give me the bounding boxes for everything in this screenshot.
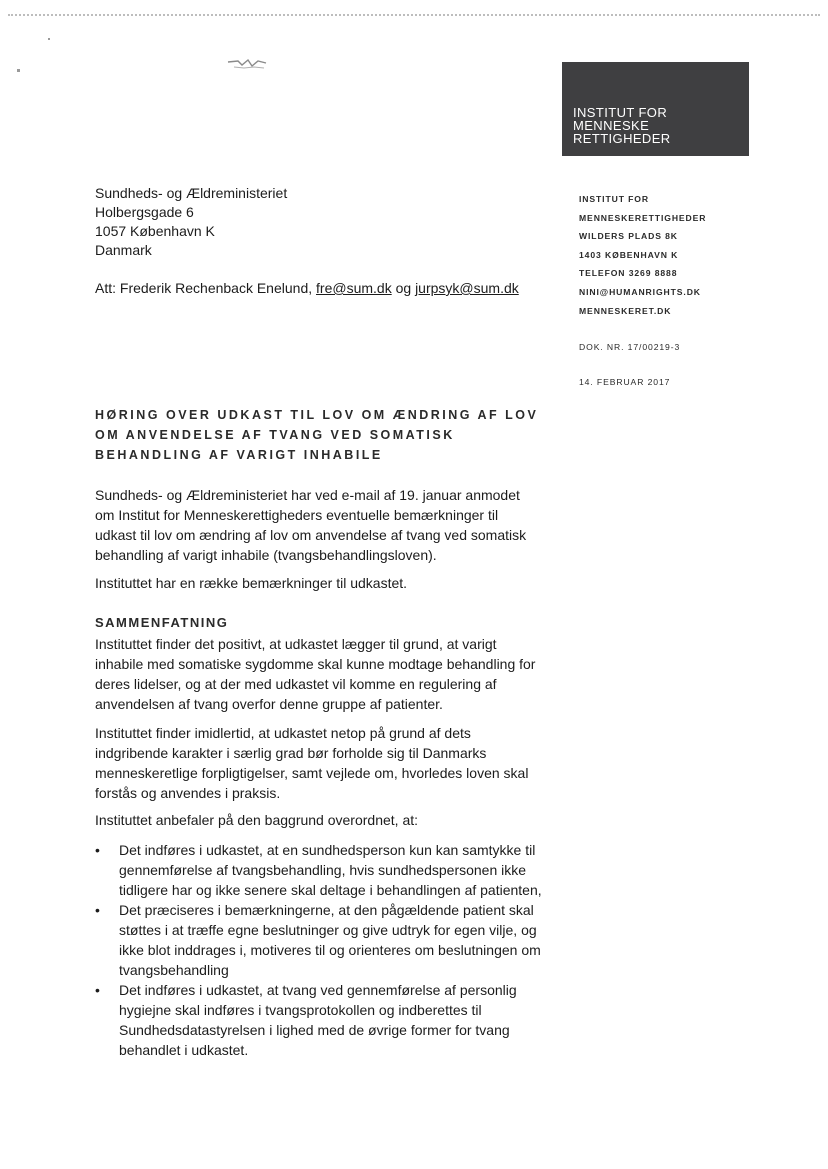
sender-address xyxy=(579,190,706,320)
summary-line: forstås og anvendes i praksis. xyxy=(95,785,281,801)
sender-line: MENNESKERETTIGHEDER xyxy=(579,212,707,223)
logo-line: MENNESKE xyxy=(573,118,650,133)
summary-paragraph-3 xyxy=(95,810,565,830)
bullet-icon: • xyxy=(95,842,100,858)
recipient-line: 1057 København K xyxy=(95,223,215,239)
sender-line: NINI@HUMANRIGHTS.DK xyxy=(579,286,701,297)
letter-date: 14. FEBRUAR 2017 xyxy=(579,377,671,387)
summary-paragraph-2 xyxy=(95,723,565,803)
recommendation-list xyxy=(95,840,565,1060)
recipient-line: Sundheds- og Ældreministeriet xyxy=(95,185,288,201)
attention-line xyxy=(95,280,519,296)
email-link-jurpsyk[interactable]: jurpsyk@sum.dk xyxy=(415,280,519,296)
scan-top-edge xyxy=(8,14,820,16)
intro-paragraph xyxy=(95,485,565,565)
email-link-fre[interactable]: fre@sum.dk xyxy=(316,280,392,296)
summary-paragraph-1 xyxy=(95,634,565,714)
list-item xyxy=(95,840,565,900)
intro-line: Sundheds- og Ældreministeriet har ved e-mail af 19. januar anmodet xyxy=(95,487,520,503)
scan-speck xyxy=(48,38,50,40)
scan-speck xyxy=(17,69,20,72)
recipient-line: Holbergsgade 6 xyxy=(95,204,194,220)
list-item xyxy=(95,980,565,1060)
bullet-icon: • xyxy=(95,902,100,918)
summary-line: anvendelsen af tvang overfor denne gruppe af patienter. xyxy=(95,696,443,712)
heading-line: BEHANDLING AF VARIGT INHABILE xyxy=(95,448,383,462)
attention-prefix: Att: Frederik Rechenback Enelund, xyxy=(95,280,317,296)
summary-line: indgribende karakter i særlig grad bør forholde sig til Danmarks xyxy=(95,745,487,761)
section-title-summary: SAMMENFATNING xyxy=(95,615,229,630)
intro-line: udkast til lov om ændring af lov om anvendelse af tvang ved somatisk xyxy=(95,527,527,543)
list-item-line: ikke blot inddrages i, motiveres til og orienteres om beslutningen om xyxy=(119,942,541,958)
summary-line: menneskeretlige forpligtigelser, samt vejlede om, hvorledes loven skal xyxy=(95,765,529,781)
summary-line: Instituttet anbefaler på den baggrund overordnet, at: xyxy=(95,812,419,828)
sender-line: WILDERS PLADS 8K xyxy=(579,231,678,242)
list-item-line: Det indføres i udkastet, at en sundhedsperson kun kan samtykke til xyxy=(119,842,536,858)
list-item-line: tidligere har og ikke senere skal deltage i behandlingen af patienten, xyxy=(119,882,542,898)
institute-logo xyxy=(562,62,749,156)
list-item-line: hygiejne skal indføres i tvangsprotokollen og indberettes til xyxy=(119,1002,482,1018)
list-item-line: støttes i at træffe egne beslutninger og give udtryk for egen vilje, og xyxy=(119,922,537,938)
attention-joiner: og xyxy=(391,280,416,296)
sender-line: MENNESKERET.DK xyxy=(579,305,672,316)
logo-line: RETTIGHEDER xyxy=(573,131,671,146)
sender-line: 1403 KØBENHAVN K xyxy=(579,249,679,260)
letter-heading xyxy=(95,405,565,465)
list-item-line: tvangsbehandling xyxy=(119,962,229,978)
scan-smudge xyxy=(226,58,270,72)
heading-line: HØRING OVER UDKAST TIL LOV OM ÆNDRING AF LOV xyxy=(95,408,539,422)
bullet-icon: • xyxy=(95,982,100,998)
intro-line: behandling af varigt inhabile (tvangsbehandlingsloven). xyxy=(95,547,437,563)
list-item-line: Det indføres i udkastet, at tvang ved gennemførelse af personlig xyxy=(119,982,517,998)
remark-line: Instituttet har en række bemærkninger til udkastet. xyxy=(95,575,408,591)
sender-line: TELEFON 3269 8888 xyxy=(579,268,678,279)
heading-line: OM ANVENDELSE AF TVANG VED SOMATISK xyxy=(95,428,455,442)
sender-line: INSTITUT FOR xyxy=(579,194,649,204)
remark-paragraph xyxy=(95,573,565,593)
list-item-line: gennemførelse af tvangsbehandling, hvis sundhedspersonen ikke xyxy=(119,862,527,878)
summary-line: inhabile med somatiske sygdomme skal kunne modtage behandling for xyxy=(95,656,536,672)
list-item-line: behandlet i udkastet. xyxy=(119,1042,249,1058)
summary-line: deres lidelser, og at der med udkastet vil komme en regulering af xyxy=(95,676,497,692)
summary-line: Instituttet finder imidlertid, at udkastet netop på grund af dets xyxy=(95,725,471,741)
logo-line: INSTITUT FOR xyxy=(573,105,668,120)
intro-line: om Institut for Menneskerettigheders eventuelle bemærkninger til xyxy=(95,507,499,523)
list-item xyxy=(95,900,565,980)
recipient-address xyxy=(95,184,287,260)
document-number: DOK. NR. 17/00219-3 xyxy=(579,342,681,352)
list-item-line: Sundhedsdatastyrelsen i lighed med de øvrige former for tvang xyxy=(119,1022,510,1038)
summary-line: Instituttet finder det positivt, at udkastet lægger til grund, at varigt xyxy=(95,636,497,652)
recipient-line: Danmark xyxy=(95,242,152,258)
list-item-line: Det præciseres i bemærkningerne, at den pågældende patient skal xyxy=(119,902,534,918)
